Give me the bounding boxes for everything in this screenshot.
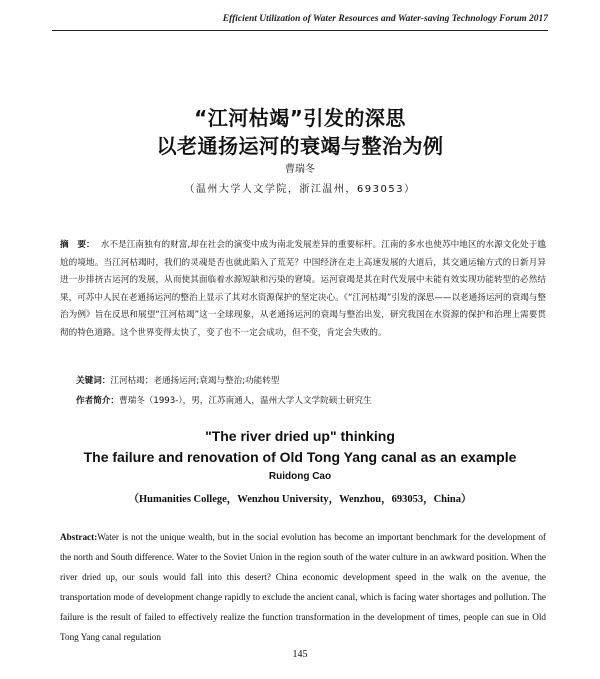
title-en-line2: The failure and renovation of Old Tong Yang canal as an example (83, 449, 517, 465)
abstract-en-text: Water is not the unique wealth, but in the social evolution has become an important benchmark for the development of the north and South difference. Water to the Soviet Union in the region south of the water culture in an awkward position. When the river dried up, our souls would fall into this desert? China economic development speed in the walk on the avenue, the transportation mode of development change rapidly to exclude the ancient canal, which is facing water shortages and pollution. The failure is the result of failed to effectively realize the function transformation in the development of times, people can sue in Old Tong Yang canal regulation (60, 532, 546, 642)
abstract-en-label: Abstract: (60, 532, 98, 542)
keywords-cn-label: 关键词： (76, 376, 111, 386)
abstract-en (60, 527, 546, 647)
running-header: Efficient Utilization of Water Resources and Water-saving Technology Forum 2017 (222, 14, 548, 24)
title-en-line1: "The river dried up" thinking (205, 428, 395, 444)
author-cn: 曹瑞冬 (285, 164, 315, 175)
title-cn-line1: “江河枯竭”引发的深思 (194, 106, 406, 130)
keywords-cn (76, 374, 279, 386)
author-bio-cn (76, 394, 372, 406)
author-bio-cn-label: 作者简介： (76, 396, 119, 406)
abstract-cn (60, 237, 546, 343)
abstract-cn-text: 水不是江南独有的财富,却在社会的演变中成为南北发展差异的重要标杆。江南的多水也使苏中地区的水源文化处于尴尬的境地。当江河枯竭时，我们的灵魂是否也就此陷入了荒芜？中国经济在走上高速发展的大道后，其交通运输方式的日新月异进一步排挤古运河的发展，从而使其面临着水源短缺和污染的窘境。运河衰竭是其在时代发展中未能有效实现功能转型的必然结果，可苏中人民在老通扬运河的整治上显示了其对水资源保护的坚定决心。《“江河枯竭”引发的深思——以老通扬运河的衰竭与整治为例》旨在反思和展望“江河枯竭”这一全球现象，从老通扬运河的衰竭与整治出发，研究我国在水资源的保护和治理上需要贯彻的特色道路。这个世界变得太快了，变了也不一定会成功，但不变，肯定会失败的。 (60, 240, 546, 338)
title-cn-line2: 以老通扬运河的衰竭与整治为例 (156, 134, 444, 158)
author-bio-cn-text: 曹瑞冬（1993-），男，江苏南通人，温州大学人文学院硕士研究生 (118, 396, 372, 406)
page-number: 145 (292, 649, 308, 660)
affiliation-cn: （温州大学人文学院，浙江温州，693053） (184, 184, 416, 195)
affiliation-en: （Humanities College，Wenzhou University，Wenzhou，693053，China） (128, 494, 472, 505)
author-en: Ruidong Cao (268, 471, 332, 482)
header-rule (52, 30, 548, 31)
keywords-cn-text: 江河枯竭；老通扬运河;衰竭与整治;功能转型 (110, 376, 280, 386)
abstract-cn-label: 摘 要： (60, 240, 95, 250)
